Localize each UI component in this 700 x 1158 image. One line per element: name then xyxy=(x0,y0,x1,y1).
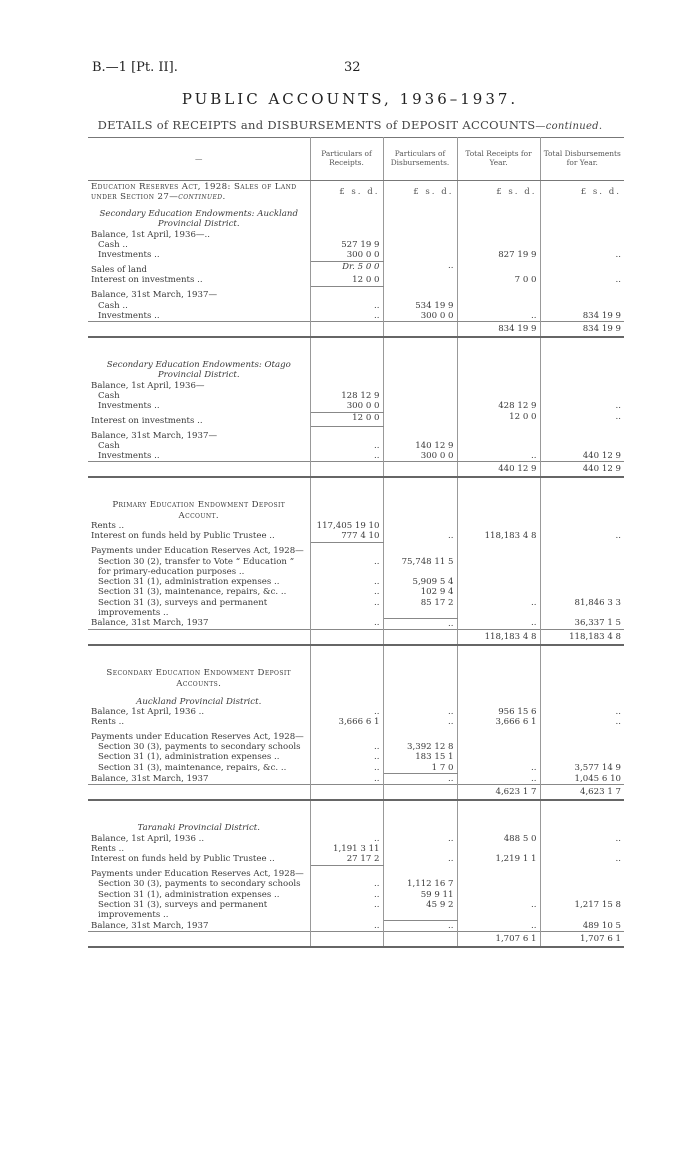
balance-value: 489 10 5 xyxy=(582,920,621,931)
row-label: Section 31 (1), administration expenses .. xyxy=(88,752,310,762)
receipt-value: 300 0 0 xyxy=(310,401,383,412)
row-label: Section 31 (3), surveys and permanent improvements .. xyxy=(88,598,310,619)
sub-heading: Auckland Provincial District. xyxy=(88,689,310,707)
page-number: 32 xyxy=(344,60,361,75)
grand-total-disbursements: 1,707 6 1 xyxy=(540,932,624,948)
units-label: £ s. d. xyxy=(457,181,540,204)
col-total-disbursements: Total Disbursements for Year. xyxy=(540,138,624,181)
disbursement-value: 140 12 9 xyxy=(383,441,457,451)
grand-total-disbursements: 118,183 4 8 xyxy=(540,630,624,646)
receipt-value: 777 4 10 xyxy=(310,531,383,542)
total-receipt-value: 7 0 0 xyxy=(457,275,540,286)
grand-total-receipts: 4,623 1 7 xyxy=(457,785,540,801)
disbursement-value: 534 19 9 xyxy=(383,301,457,311)
row-label: Investments .. xyxy=(88,401,310,412)
row-label: Cash xyxy=(88,441,310,451)
row-label: Section 30 (2), transfer to Vote “ Education ” for primary-education purposes .. xyxy=(88,557,310,578)
total-receipt-value: 827 19 9 xyxy=(457,250,540,261)
row-label: Balance, 31st March, 1937— xyxy=(88,427,310,441)
row-label: Section 31 (3), surveys and permanent improvements .. xyxy=(88,900,310,921)
total-disbursement-value: 1,217 15 8 xyxy=(574,900,621,910)
row-label: Balance, 1st April, 1936— xyxy=(88,381,310,391)
row-label: Balance, 31st March, 1937 xyxy=(88,618,310,629)
accounts-table: — Particulars of Receipts. Particulars of Disbursements. Total Receipts for Year. Total Disbursements for Year. Education Reserves Act, 1928: Sales of Land under Section 27—continued. £ s. d. £ s. d. £ s. d. £ s. d. Secondary Education Endowments: Auckland Provincial District. Balance, 1st April, 1936—.. Cash .. 527 19 9 Investments .. 300 0 0 827 19 9 .. Sales of land Dr. 5 0 0 .. Interest on investments .. 12 0 0 7 0 0 .. Balance, 31st March, 1937— Cash .. .. 534 19 9 Investments .. .. 300 0 0 .. 834 19 9 834 19 9 834 19 9 Secondary Education Endowments: Otago Provincial District. Balance, 1st April, 1936— Cash 128 12 9 Investments .. 300 0 0 428 12 9 .. Interest on investments .. 12 0 0 12 0 0 .. Balance, 31st March, 1937— Cash .. 140 12 9 Investments .. .. 300 0 0 .. 440 12 9 440 12 9 440 12 9 Primary Education Endowment Deposit Account. Rents .. 117,405 19 10 Interest on funds held by Public Trustee .. 777 4 10 .. 118,183 4 8 .. Payments under Education Reserves Act, 1928— Section 30 (2), transfer to Vote “ Education ” for primary-education purposes .. .. 75,748 11 5 Section 31 (1), administration expenses .. .. 5,909 5 4 Section 31 (3), maintenance, repairs, &c. .. .. 102 9 4 Section 31 (3), surveys and permanent improvements .. .. 85 17 2 .. 81,846 3 3 Balance, 31st March, 1937 .. .. .. 36,337 1 5 118,183 4 8 118,183 4 8 Secondary Education Endowment Deposit Accounts. Auckland Provincial District. Balance, 1st April, 1936 .. .. .. 956 15 6 .. Rents .. 3,666 6 1 .. 3,666 6 1 .. Payments under Education Reserves Act, 1928— Section 30 (3), payments to secondary schools .. 3,392 12 8 Section 31 (1), administration expenses .. .. 183 15 1 Section 31 (3), maintenance, repairs, &c. .. .. 1 7 0 .. 3,577 14 9 Balance, 31st March, 1937 .. .. .. 1,045 6 10 4,623 1 7 4,623 1 7 Taranaki Provincial District. Balance, 1st April, 1936 .. .. .. 488 5 0 .. Rents .. 1,191 3 11 Interest on funds held by Public Trustee .. 27 17 2 .. 1,219 1 1 .. Payments under Education Reserves Act, 1928— Section 30 (3), payments to secondary schools .. 1,112 16 7 Section 31 (1), administration expenses .. .. 59 9 11 Section 31 (3), surveys and permanent improvements .. .. 45 9 2 .. 1,217 15 8 Balance, 31st March, 1937 .. .. .. 489 10 5 1,707 6 1 1,707 6 1 xyxy=(88,137,624,948)
section-heading: Primary Education Endowment Deposit Account. xyxy=(88,500,310,521)
total-receipt-value: 428 12 9 xyxy=(457,401,540,412)
row-label: Interest on investments .. xyxy=(88,412,310,426)
total-receipt-value: 118,183 4 8 xyxy=(457,531,540,542)
total-receipt-value: 956 15 6 xyxy=(457,707,540,717)
sub-heading: Taranaki Provincial District. xyxy=(88,823,310,833)
col-particulars-disbursements: Particulars of Disbursements. xyxy=(383,138,457,181)
row-label: Investments .. xyxy=(88,311,310,322)
col-total-receipts: Total Receipts for Year. xyxy=(457,138,540,181)
page-title: PUBLIC ACCOUNTS, 1936–1937. xyxy=(181,90,519,108)
disbursement-value: 183 15 1 xyxy=(383,752,457,762)
row-label: Section 31 (1), administration expenses .. xyxy=(88,890,310,900)
receipt-value: 300 0 0 xyxy=(310,250,383,261)
row-label: Section 30 (3), payments to secondary schools xyxy=(88,742,310,752)
row-label: Cash .. xyxy=(88,301,310,311)
row-label: Rents .. xyxy=(88,844,310,854)
row-label: Interest on investments .. xyxy=(88,275,310,286)
row-label: Section 31 (3), maintenance, repairs, &c. .. xyxy=(88,587,310,597)
grand-total-receipts: 834 19 9 xyxy=(457,322,540,338)
row-label: Interest on funds held by Public Trustee .. xyxy=(88,531,310,542)
total-disbursement-value: 3,577 14 9 xyxy=(574,762,621,773)
disbursement-value: 45 9 2 xyxy=(383,900,457,921)
disbursement-value: 3,392 12 8 xyxy=(383,742,457,752)
row-label: Investments .. xyxy=(88,250,310,261)
row-label: Section 31 (3), maintenance, repairs, &c. .. xyxy=(88,763,310,774)
disbursement-value: 59 9 11 xyxy=(383,890,457,900)
section-heading: Education Reserves Act, 1928: Sales of Land under Section 27—continued. xyxy=(88,181,310,204)
total-receipt-value: 12 0 0 xyxy=(457,412,540,426)
balance-value: 1,045 6 10 xyxy=(574,773,621,784)
units-label: £ s. d. xyxy=(310,181,383,204)
grand-total-disbursements: 4,623 1 7 xyxy=(540,785,624,801)
total-receipt-value: 1,219 1 1 xyxy=(457,854,540,865)
report-reference: B.—1 [Pt. II]. xyxy=(92,60,178,75)
total-disbursement-value: 81,846 3 3 xyxy=(574,597,621,608)
grand-total-receipts: 118,183 4 8 xyxy=(457,630,540,646)
balance-value: 36,337 1 5 xyxy=(574,618,621,629)
row-label: Payments under Education Reserves Act, 1928— xyxy=(88,728,310,742)
disbursement-value: 1,112 16 7 xyxy=(383,879,457,889)
receipt-value: 527 19 9 xyxy=(310,240,383,250)
col-particulars-receipts: Particulars of Receipts. xyxy=(310,138,383,181)
row-label: Balance, 1st April, 1936 .. xyxy=(88,834,310,844)
receipt-value: Dr. 5 0 0 xyxy=(310,261,383,275)
total-disbursement-value: 440 12 9 xyxy=(582,451,621,462)
grand-total-disbursements: 834 19 9 xyxy=(540,322,624,338)
total-receipt-value: 3,666 6 1 xyxy=(457,717,540,727)
disbursement-value: 300 0 0 xyxy=(383,311,457,322)
row-label: Payments under Education Reserves Act, 1928— xyxy=(88,542,310,556)
row-label: Balance, 31st March, 1937 xyxy=(88,774,310,785)
row-label: Rents .. xyxy=(88,717,310,727)
receipt-value: 12 0 0 xyxy=(310,275,383,286)
disbursement-value: 300 0 0 xyxy=(383,451,457,462)
row-label: Section 31 (1), administration expenses .. xyxy=(88,577,310,587)
receipt-value: 12 0 0 xyxy=(310,412,383,426)
row-label: Balance, 31st March, 1937— xyxy=(88,286,310,300)
units-label: £ s. d. xyxy=(383,181,457,204)
sub-heading: Secondary Education Endowments: Auckland Provincial District. xyxy=(88,203,310,230)
row-label: Cash .. xyxy=(88,240,310,250)
receipt-value: 3,666 6 1 xyxy=(310,717,383,727)
page-subtitle: DETAILS of RECEIPTS and DISBURSEMENTS of DEPOSIT ACCOUNTS—continued. xyxy=(97,118,603,132)
grand-total-disbursements: 440 12 9 xyxy=(540,462,624,478)
section-heading: Secondary Education Endowment Deposit Accounts. xyxy=(88,668,310,689)
row-label: Balance, 31st March, 1937 xyxy=(88,921,310,932)
disbursement-value: 85 17 2 xyxy=(383,598,457,619)
total-disbursement-value: 834 19 9 xyxy=(582,310,621,321)
grand-total-receipts: 1,707 6 1 xyxy=(457,932,540,948)
receipt-value: 27 17 2 xyxy=(310,854,383,865)
disbursement-value: 5,909 5 4 xyxy=(383,577,457,587)
row-label: Cash xyxy=(88,391,310,401)
row-label: Payments under Education Reserves Act, 1928— xyxy=(88,865,310,879)
row-label: Sales of land xyxy=(88,261,310,275)
row-label: Interest on funds held by Public Trustee .. xyxy=(88,854,310,865)
row-label: Section 30 (3), payments to secondary schools xyxy=(88,879,310,889)
row-label: Balance, 1st April, 1936 .. xyxy=(88,707,310,717)
total-receipt-value: 488 5 0 xyxy=(457,834,540,844)
disbursement-value: 75,748 11 5 xyxy=(383,557,457,578)
units-label: £ s. d. xyxy=(580,186,621,197)
receipt-value: 117,405 19 10 xyxy=(310,521,383,531)
grand-total-receipts: 440 12 9 xyxy=(457,462,540,478)
row-label: Rents .. xyxy=(88,521,310,531)
disbursement-value: 1 7 0 xyxy=(383,763,457,774)
sub-heading: Secondary Education Endowments: Otago Provincial District. xyxy=(88,360,310,381)
disbursement-value: 102 9 4 xyxy=(383,587,457,597)
row-label: Balance, 1st April, 1936—.. xyxy=(88,230,310,240)
col-description: — xyxy=(88,138,310,181)
row-label: Investments .. xyxy=(88,451,310,462)
receipt-value: 1,191 3 11 xyxy=(310,844,383,854)
receipt-value: 128 12 9 xyxy=(310,391,383,401)
